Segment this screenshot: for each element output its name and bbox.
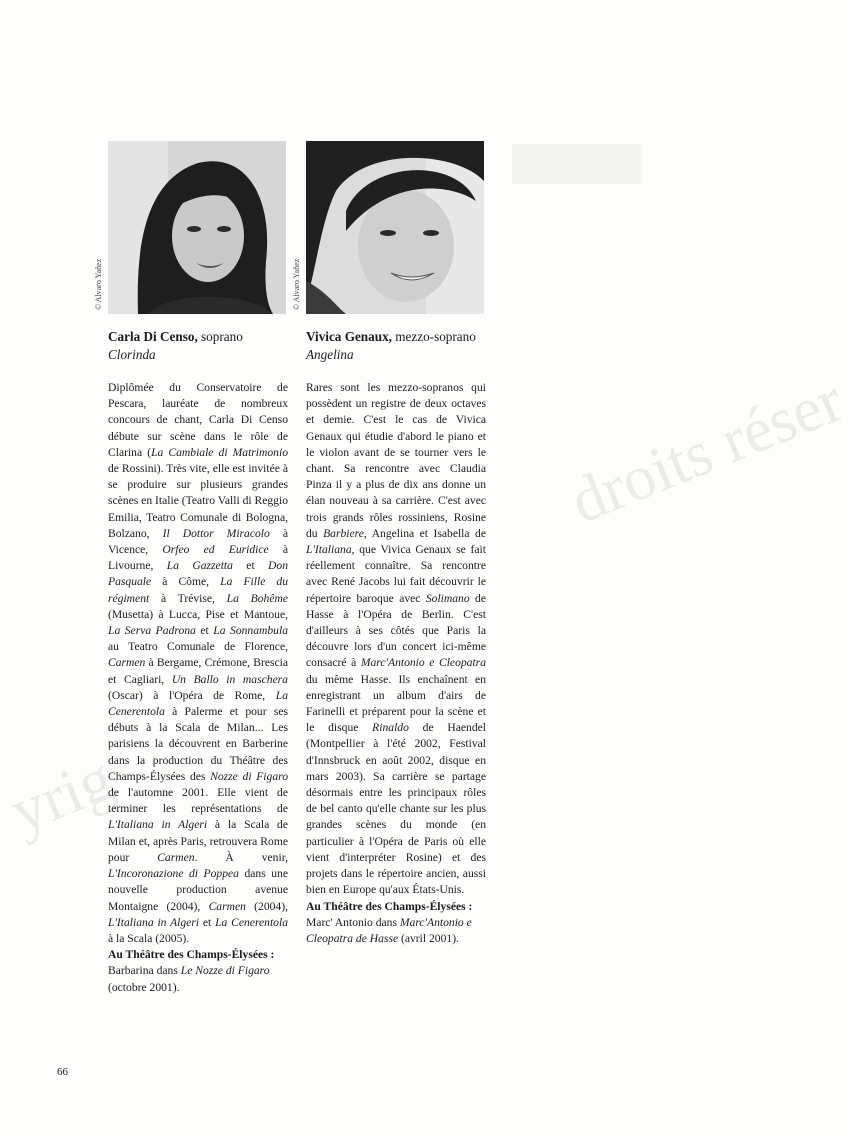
text-run: à Bergame, Crémone, Brescia et Cagliari, (108, 656, 288, 686)
text-run: Diplômée du Conservatoire de Pescara, lauréate de nombreux concours de chant, Carla Di Censo débute sur scène dans le rôle de Clarina ( (108, 381, 288, 459)
italic-title: La Cenerentola (108, 688, 288, 719)
text-run: au Teatro Comunale de Florence, (108, 640, 288, 654)
text-run: à Trévise, (149, 591, 227, 605)
tce-heading-carla: Au Théâtre des Champs-Élysées : (108, 948, 275, 962)
voice-type-carla: soprano (197, 329, 243, 344)
biography-vivica (306, 380, 486, 899)
artist-column-left (108, 141, 288, 996)
text-run: Rares sont les mezzo-sopranos qui possèdent un registre de deux octaves et demie. C'est le cas de Vivica Genaux qui étudie d'abord le piano et le violon avant de se tourner vers le chant. Sa rencontre avec Claudia Pinza il y a plus de dix ans donne un élan nouveau à sa carrière. C'est avec trois grands rôles rossiniens, Rosine du (306, 381, 486, 540)
italic-title: L'Italiana in Algeri (108, 818, 208, 832)
photo-credit-right: © Alvaro Yañez (292, 258, 301, 310)
portrait-photo-carla (108, 141, 286, 314)
tce-performances-vivica (306, 915, 486, 947)
italic-title: Il Dottor Miracolo (162, 526, 270, 540)
italic-title: L'Italiana in Algeri (108, 915, 200, 929)
tce-heading-vivica: Au Théâtre des Champs-Élysées : (306, 899, 473, 913)
text-run: (octobre 2001). (108, 980, 180, 994)
text-run: du même Hasse. Ils enchaînent en enregistrant un album d'airs de Farinelli et préparent pour la scène et le disque (306, 672, 486, 735)
watermark-right: droits réser (560, 363, 853, 537)
text-run: Barbarina dans (108, 964, 181, 978)
voice-type-vivica: mezzo-soprano (391, 329, 476, 344)
portrait-photo-vivica (306, 141, 484, 314)
role-name-carla: Clorinda (108, 347, 156, 362)
text-run: à Vicence, (108, 526, 288, 557)
italic-title: La Cenerentola (215, 915, 288, 929)
text-run: dans une nouvelle production avenue Montaigne (2004), (108, 867, 288, 913)
faint-smudge (512, 144, 642, 184)
italic-title: La Fille du régiment (108, 575, 289, 605)
text-run: de l'automne 2001. Elle vient de terminer les représentations de (108, 786, 288, 816)
italic-title: L'Incoronazione di Poppea (108, 867, 239, 881)
italic-title: La Cambiale di Matrimonio (151, 445, 289, 459)
italic-title: Marc'Antonio e Cleopatra de Hasse (306, 915, 472, 945)
italic-title: Rinaldo (372, 721, 409, 735)
italic-title: La Gazzetta (166, 559, 233, 573)
text-run: (2004), (245, 899, 288, 913)
italic-title: Un Ballo in maschera (171, 672, 288, 686)
text-run: Marc' Antonio dans (306, 915, 400, 929)
text-run: à la Scala de Milan et, après Paris, retrouvera Rome pour (108, 818, 288, 864)
italic-title: Don Pasquale (108, 559, 288, 589)
artist-name-carla: Carla Di Censo, (108, 329, 198, 344)
italic-title: La Serva Padrona (108, 624, 196, 638)
artist-name-vivica: Vivica Genaux, (306, 329, 392, 344)
role-name-vivica: Angelina (306, 347, 354, 362)
text-run: de Rossini). Très vite, elle est invitée à se produire sur plusieurs grandes scènes en Italie (Teatro Valli di Reggio Emilia, Teatro Comunale di Bologna, Bolzano, (108, 462, 288, 540)
italic-title: Orfeo ed Euridice (162, 543, 269, 557)
italic-title: L'Italiana (306, 543, 352, 557)
text-run: , Angelina et Isabella de (363, 526, 486, 540)
text-run: , que Vivica Genaux se fait réellement connaître. Sa rencontre avec René Jacobs lui fait découvrir le répertoire baroque avec (306, 543, 486, 605)
italic-title: Barbiere (323, 526, 364, 540)
page-number: 66 (57, 1066, 68, 1078)
italic-title: Le Nozze di Figaro (180, 964, 270, 978)
tce-performances-carla (108, 963, 288, 995)
italic-title: La Bohême (226, 591, 289, 605)
text-run: de Haendel (Montpellier à l'été 2002, Festival d'Innsbruck en août 2002, disque en mars 2003). Sa carrière se partage désormais entre les principaux rôles de bel canto qu'elle chante sur les plus grandes scènes du monde (en particulier à l'Opéra de Paris où elle vient d'interpréter Rosine) et des projets dans le répertoire ancien, aussi bien en Europe qu'aux États-Unis. (306, 721, 486, 897)
text-run: . À venir, (194, 850, 288, 864)
text-run: de Hasse à l'Opéra de Berlin. C'est d'ailleurs à ses côtés que Paris la découvre lors d'un concert ici-même consacré à (306, 591, 487, 670)
italic-title: Nozze di Figaro (210, 769, 289, 783)
text-run: et (199, 915, 216, 929)
italic-title: Carmen (108, 656, 146, 670)
text-run: à Livourne, (108, 543, 289, 573)
italic-title: La Sonnambula (213, 624, 288, 638)
text-run: à Palerme et pour ses débuts à la Scala de Milan... Les parisiens la découvrent en Barberine dans la production du Théâtre des Champs-Élysées des (108, 705, 288, 783)
photo-credit-left: © Alvaro Yañez (94, 258, 103, 310)
text-run: à Côme, (151, 575, 221, 589)
text-run: (avril 2001). (398, 931, 459, 945)
text-run: et (232, 559, 269, 573)
text-run: (Musetta) à Lucca, Pise et Mantoue, (108, 607, 288, 621)
biography-carla (108, 380, 288, 947)
watermark-left: yrig (0, 742, 123, 847)
italic-title: Marc'Antonio e Cleopatra (360, 656, 486, 670)
italic-title: Carmen (208, 899, 246, 913)
artist-column-right (306, 141, 486, 947)
text-run: à la Scala (2005). (108, 931, 190, 945)
italic-title: Carmen (157, 850, 195, 864)
text-run: et (195, 624, 214, 638)
italic-title: Solimano (425, 591, 470, 605)
text-run: (Oscar) à l'Opéra de Rome, (108, 688, 276, 702)
